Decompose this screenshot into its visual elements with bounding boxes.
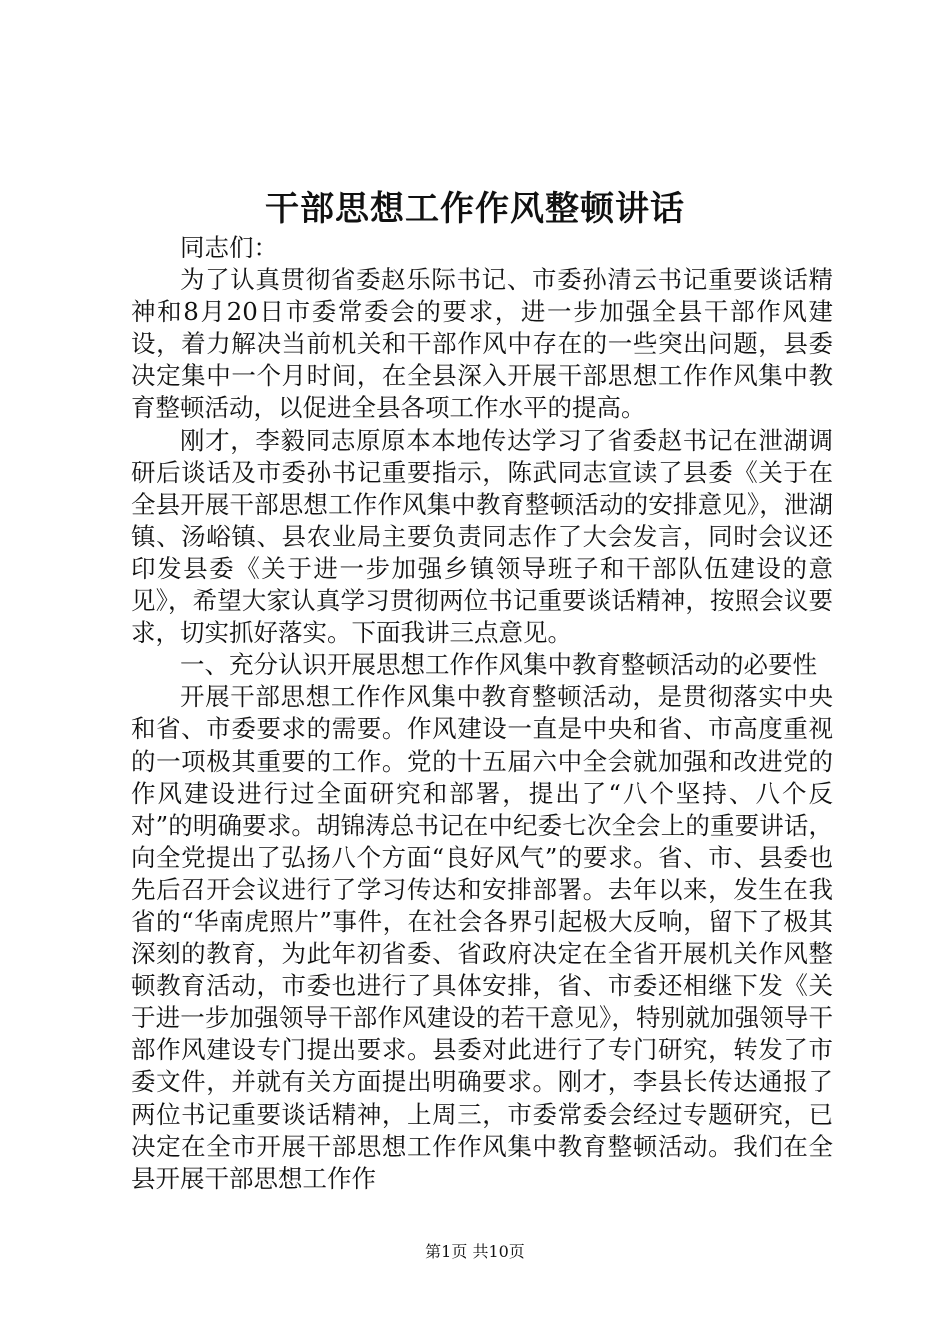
paragraph-2: 刚才，李毅同志原原本本地传达学习了省委赵书记在泄湖调研后谈话及市委孙书记重要指示，陈武同志宣读了县委《关于在全县开展干部思想工作作风集中教育整顿活动的安排意见》，泄湖镇、汤峪镇、县农业局主要负责同志作了大会发言，同时会议还印发县委《关于进一步加强乡镇领导班子和干部队伍建设的意见》，希望大家认真学习贯彻两位书记重要谈话精神，按照会议要求，切实抓好落实。下面我讲三点意见。 — [131, 425, 833, 648]
document-title: 干部思想工作作风整顿讲话 — [265, 189, 685, 229]
salutation: 同志们： — [180, 233, 278, 262]
paragraph-1: 为了认真贯彻省委赵乐际书记、市委孙清云书记重要谈话精神和8月20日市委常委会的要求，进一步加强全县干部作风建设，着力解决当前机关和干部作风中存在的一些突出问题，县委决定集中一个月时间，在全县深入开展干部思想工作作风集中教育整顿活动，以促进全县各项工作水平的提高。 — [131, 265, 833, 423]
section-heading-1: 一、充分认识开展思想工作作风集中教育整顿活动的必要性 — [180, 650, 817, 680]
page-footer: 第1页 共10页 — [425, 1242, 525, 1261]
document-body — [131, 232, 833, 1195]
paragraph-3: 开展干部思想工作作风集中教育整顿活动，是贯彻落实中央和省、市委要求的需要。作风建设一直是中央和省、市高度重视的一项极其重要的工作。党的十五届六中全会就加强和改进党的作风建设进行过全面研究和部署，提出了“八个坚持、八个反对”的明确要求。胡锦涛总书记在中纪委七次全会上的重要讲话，向全党提出了弘扬八个方面“良好风气”的要求。省、市、县委也先后召开会议进行了学习传达和安排部署。去年以来，发生在我省的“华南虎照片”事件，在社会各界引起极大反响，留下了极其深刻的教育，为此年初省委、省政府决定在全省开展机关作风整顿教育活动，市委也进行了具体安排，省、市委还相继下发《关于进一步加强领导干部作风建设的若干意见》，特别就加强领导干部作风建设专门提出要求。县委对此进行了专门研究，转发了市委文件，并就有关方面提出明确要求。刚才，李县长传达通报了两位书记重要谈话精神，上周三，市委常委会经过专题研究，已决定在全市开展干部思想工作作风集中教育整顿活动。我们在全县开展干部思想工作作 — [131, 682, 833, 1193]
